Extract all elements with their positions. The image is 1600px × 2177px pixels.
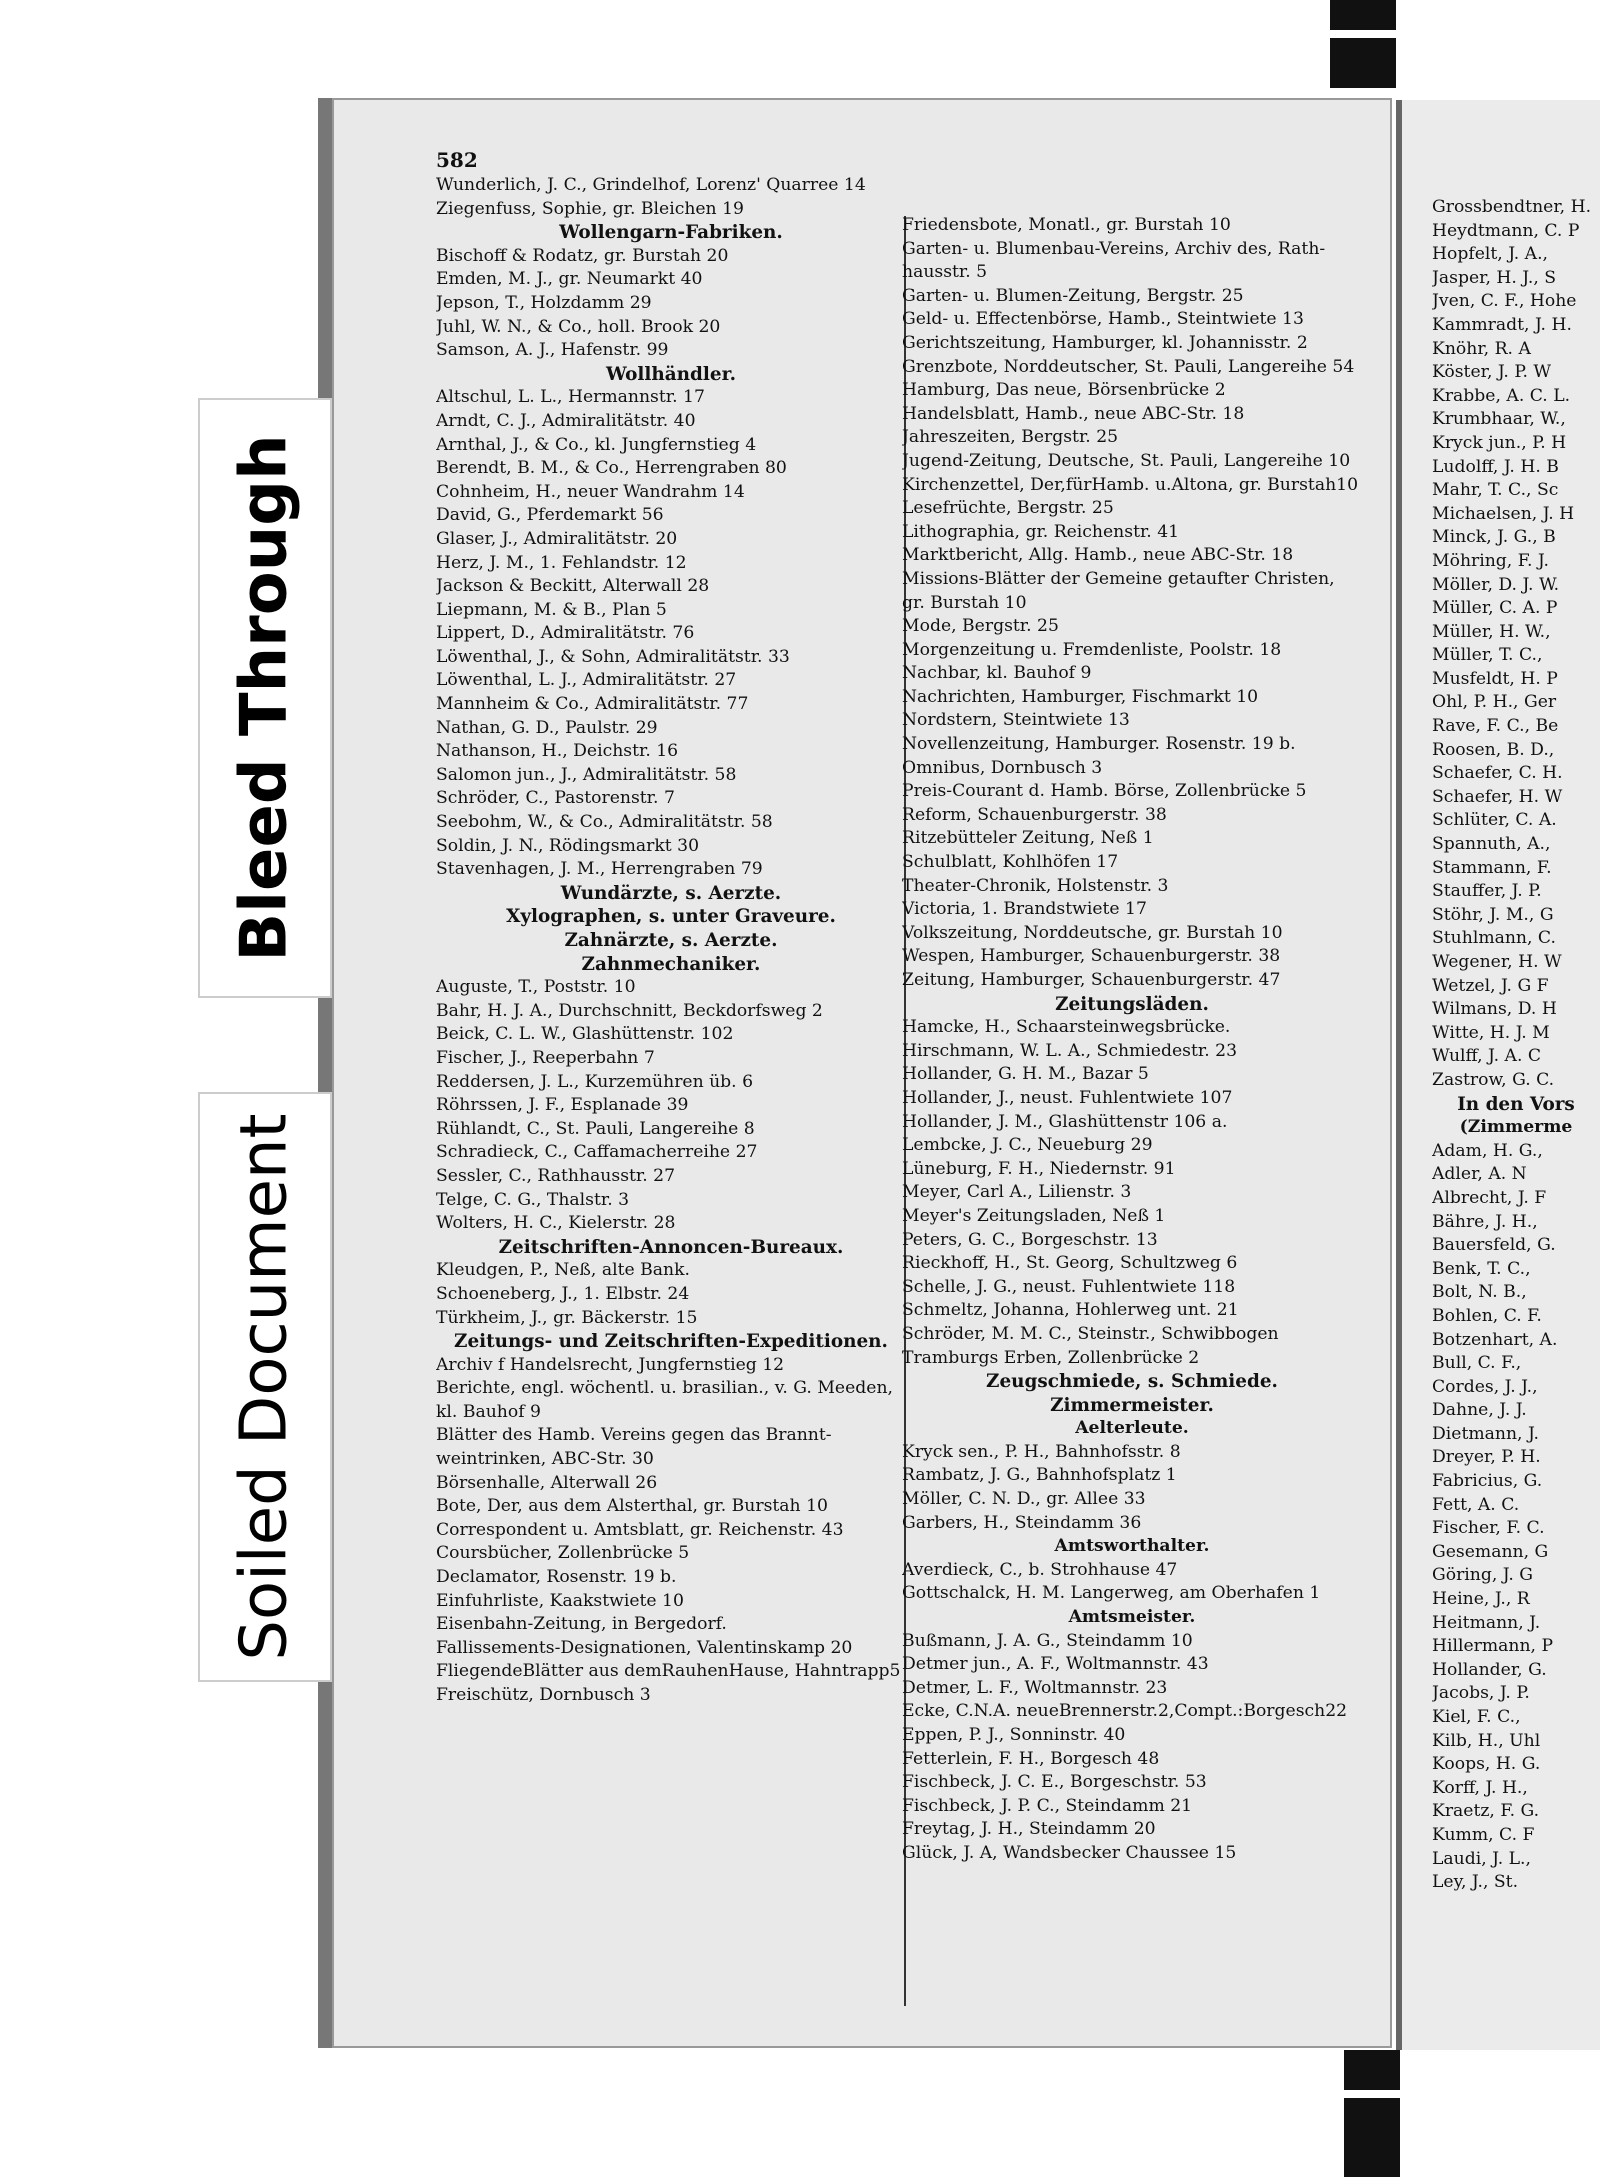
directory-entry: Hirschmann, W. L. A., Schmiedestr. 23	[902, 1040, 1238, 1061]
section-heading: Zeitschriften-Annoncen-Bureaux.	[498, 1236, 844, 1258]
section-heading: Zeitungs- und Zeitschriften-Expeditionen.	[454, 1331, 888, 1353]
directory-entry: Dahne, J. J.	[1432, 1400, 1527, 1421]
directory-entry: Wilmans, D. H	[1432, 999, 1557, 1020]
directory-entry: Müller, H. W.,	[1432, 621, 1551, 642]
directory-entry: Glaser, J., Admiralitätstr. 20	[436, 528, 678, 549]
directory-entry: Lippert, D., Admiralitätstr. 76	[436, 623, 695, 644]
directory-entry: Kilb, H., Uhl	[1432, 1730, 1541, 1751]
directory-entry: Salomon jun., J., Admiralitätstr. 58	[436, 764, 737, 785]
directory-entry: Benk, T. C.,	[1432, 1258, 1531, 1279]
directory-entry: Musfeldt, H. P	[1432, 668, 1558, 689]
directory-entry: Archiv f Handelsrecht, Jungfernstieg 12	[436, 1354, 785, 1375]
directory-entry: Heine, J., R	[1432, 1589, 1530, 1610]
directory-entry: Grossbendtner, H.	[1432, 197, 1592, 217]
directory-entry: Freischütz, Dornbusch 3	[436, 1685, 651, 1705]
section-heading: Wollengarn-Fabriken.	[559, 222, 783, 244]
directory-entry: hausstr. 5	[902, 262, 988, 283]
directory-entry: Wegener, H. W	[1432, 952, 1562, 972]
directory-entry: Schlüter, C. A.	[1432, 810, 1557, 831]
directory-entry: Witte, H. J. M	[1432, 1022, 1550, 1043]
directory-entry: Bähre, J. H.,	[1432, 1211, 1538, 1232]
directory-entry: Laudi, J. L.,	[1432, 1848, 1531, 1869]
directory-entry: Jasper, H. J., S	[1432, 267, 1557, 288]
directory-entry: Berendt, B. M., & Co., Herrengraben 80	[436, 458, 787, 479]
right-column	[902, 214, 1362, 1866]
directory-entry: Möller, C. N. D., gr. Allee 33	[902, 1489, 1146, 1510]
directory-entry: weintrinken, ABC-Str. 30	[436, 1449, 654, 1470]
directory-entry: Hollander, J., neust. Fuhlentwiete 107	[902, 1087, 1233, 1108]
directory-entry: Türkheim, J., gr. Bäckerstr. 15	[436, 1307, 698, 1328]
soiled-document-label	[198, 1092, 332, 1682]
directory-entry: Kleudgen, P., Neß, alte Bank.	[436, 1260, 690, 1281]
directory-entry: Fallissements-Designationen, Valentinskamp 20	[436, 1637, 853, 1658]
directory-entry: Preis-Courant d. Hamb. Börse, Zollenbrücke 5	[902, 781, 1307, 802]
directory-entry: Kiel, F. C.,	[1432, 1707, 1521, 1727]
directory-entry: Seebohm, W., & Co., Admiralitätstr. 58	[436, 812, 773, 833]
directory-entry: Stauffer, J. P.	[1432, 881, 1542, 902]
directory-entry: Fischer, F. C.	[1432, 1518, 1545, 1539]
directory-entry: Coursbücher, Zollenbrücke 5	[436, 1543, 690, 1564]
directory-entry: Detmer, L. F., Woltmannstr. 23	[902, 1677, 1168, 1698]
directory-entry: Fischer, J., Reeperbahn 7	[436, 1047, 655, 1068]
directory-entry: Blätter des Hamb. Vereins gegen das Brannt-	[436, 1425, 832, 1446]
directory-entry: Herz, J. M., 1. Fehlandstr. 12	[436, 552, 687, 573]
directory-entry: Eppen, P. J., Sonninstr. 40	[902, 1725, 1126, 1745]
directory-entry: Stöhr, J. M., G	[1432, 904, 1554, 925]
directory-entry: Volkszeitung, Norddeutsche, gr. Burstah 10	[902, 922, 1283, 943]
binding-strip-top	[1330, 0, 1396, 88]
directory-entry: Berichte, engl. wöchentl. u. brasilian., v. G. Meeden,	[436, 1378, 893, 1399]
directory-entry: Gottschalck, H. M. Langerweg, am Oberhafen 1	[902, 1583, 1321, 1604]
directory-entry: Meyer's Zeitungsladen, Neß 1	[902, 1205, 1166, 1226]
directory-entry: Hamcke, H., Schaarsteinwegsbrücke.	[902, 1017, 1231, 1038]
directory-entry: gr. Burstah 10	[902, 592, 1027, 613]
directory-entry: Fischbeck, J. P. C., Steindamm 21	[902, 1795, 1193, 1816]
directory-entry: Dietmann, J.	[1432, 1423, 1539, 1444]
directory-entry: Novellenzeitung, Hamburger. Rosenstr. 19 b.	[902, 734, 1296, 755]
directory-entry: Schröder, M. M. C., Steinstr., Schwibbogen	[902, 1323, 1279, 1344]
directory-entry: Beick, C. L. W., Glashüttenstr. 102	[436, 1024, 734, 1045]
directory-entry: Reddersen, J. L., Kurzemühren üb. 6	[436, 1071, 754, 1092]
directory-entry: Meyer, Carl A., Lilienstr. 3	[902, 1182, 1132, 1203]
directory-entry: Botzenhart, A.	[1432, 1329, 1558, 1350]
directory-entry: FliegendeBlätter aus demRauhenHause, Hahntrapp5	[436, 1661, 901, 1682]
binding-strip-bottom	[1344, 2050, 1400, 2177]
subsection-heading: (Zimmerme	[1459, 1117, 1573, 1138]
directory-entry: Peters, G. C., Borgeschstr. 13	[902, 1229, 1158, 1250]
directory-entry: Spannuth, A.,	[1432, 834, 1551, 855]
section-heading: Wollhändler.	[606, 363, 736, 385]
directory-entry: Bull, C. F.,	[1432, 1353, 1522, 1374]
directory-entry: Bote, Der, aus dem Alsterthal, gr. Burstah 10	[436, 1496, 828, 1517]
directory-entry: Hollander, J. M., Glashüttenstr 106 a.	[902, 1111, 1228, 1132]
directory-entry: Marktbericht, Allg. Hamb., neue ABC-Str. 18	[902, 545, 1294, 566]
directory-entry: Detmer jun., A. F., Woltmannstr. 43	[902, 1654, 1209, 1675]
directory-entry: Bahr, H. J. A., Durchschnitt, Beckdorfsweg 2	[436, 1000, 823, 1021]
directory-entry: Jven, C. F., Hohe	[1432, 291, 1577, 312]
directory-entry: Ziegenfuss, Sophie, gr. Bleichen 19	[436, 198, 744, 219]
directory-entry: Köster, J. P. W	[1432, 362, 1552, 383]
page-number: 582	[436, 148, 478, 172]
directory-entry: Fabricius, G.	[1432, 1471, 1543, 1492]
directory-entry: Juhl, W. N., & Co., holl. Brook 20	[436, 316, 721, 337]
directory-entry: Krumbhaar, W.,	[1432, 409, 1566, 430]
directory-entry: Wunderlich, J. C., Grindelhof, Lorenz' Quarree 14	[436, 175, 866, 195]
directory-entry: Bischoff & Rodatz, gr. Burstah 20	[436, 245, 729, 266]
directory-entry: Declamator, Rosenstr. 19 b.	[436, 1567, 677, 1588]
directory-entry: Sessler, C., Rathhausstr. 27	[436, 1165, 676, 1186]
directory-entry: Wolters, H. C., Kielerstr. 28	[436, 1213, 676, 1234]
directory-entry: Fetterlein, F. H., Borgesch 48	[902, 1748, 1160, 1769]
section-heading: Zahnärzte, s. Aerzte.	[564, 930, 778, 951]
directory-entry: Einfuhrliste, Kaakstwiete 10	[436, 1590, 684, 1611]
directory-entry: Rave, F. C., Be	[1432, 716, 1559, 737]
directory-entry: Michaelsen, J. H	[1432, 503, 1575, 524]
directory-entry: Emden, M. J., gr. Neumarkt 40	[436, 269, 703, 290]
section-heading: Xylographen, s. unter Graveure.	[506, 906, 836, 928]
directory-entry: Arnthal, J., & Co., kl. Jungfernstieg 4	[436, 434, 757, 455]
directory-entry: Geld- u. Effectenbörse, Hamb., Steintwiete 13	[902, 309, 1304, 330]
section-heading: Zimmermeister.	[1050, 1394, 1214, 1416]
directory-entry: Möller, D. J. W.	[1432, 574, 1560, 595]
directory-entry: Garbers, H., Steindamm 36	[902, 1512, 1142, 1533]
directory-entry: Korff, J. H.,	[1432, 1777, 1528, 1798]
directory-entry: Eisenbahn-Zeitung, in Bergedorf.	[436, 1614, 727, 1635]
directory-entry: Heitmann, J.	[1432, 1612, 1541, 1633]
directory-entry: Kraetz, F. G.	[1432, 1801, 1540, 1822]
directory-entry: Adam, H. G.,	[1432, 1140, 1543, 1161]
directory-entry: Krabbe, A. C. L.	[1432, 385, 1571, 406]
directory-entry: Jepson, T., Holzdamm 29	[436, 292, 652, 313]
directory-entry: Nachbar, kl. Bauhof 9	[902, 663, 1092, 684]
directory-entry: Stuhlmann, C.	[1432, 928, 1556, 949]
directory-entry: Friedensbote, Monatl., gr. Burstah 10	[902, 215, 1231, 235]
directory-entry: Bohlen, C. F.	[1432, 1305, 1542, 1326]
directory-entry: Hopfelt, J. A.,	[1432, 244, 1549, 265]
directory-entry: Morgenzeitung u. Fremdenliste, Poolstr. 18	[902, 639, 1282, 660]
directory-entry: Cohnheim, H., neuer Wandrahm 14	[436, 481, 745, 502]
directory-entry: Lüneburg, F. H., Niedernstr. 91	[902, 1158, 1176, 1179]
directory-entry: Arndt, C. J., Admiralitätstr. 40	[436, 410, 696, 431]
soiled-document-label-text: Soiled Document	[228, 1113, 302, 1661]
directory-entry: Schoeneberg, J., 1. Elbstr. 24	[436, 1283, 690, 1304]
directory-entry: Löwenthal, J., & Sohn, Admiralitätstr. 33	[436, 646, 790, 667]
directory-entry: Zeitung, Hamburger, Schauenburgerstr. 47	[902, 970, 1281, 990]
directory-entry: Kryck jun., P. H	[1432, 432, 1567, 453]
directory-entry: Averdieck, C., b. Strohhause 47	[902, 1559, 1178, 1580]
directory-entry: Ludolff, J. H. B	[1432, 456, 1559, 477]
directory-entry: Nathanson, H., Deichstr. 16	[436, 741, 679, 762]
directory-entry: Roosen, B. D.,	[1432, 739, 1555, 760]
directory-entry: Dreyer, P. H.	[1432, 1447, 1541, 1468]
directory-entry: Ritzebütteler Zeitung, Neß 1	[902, 828, 1154, 849]
directory-entry: Jacobs, J. P.	[1432, 1683, 1530, 1704]
left-column	[436, 174, 906, 1708]
directory-entry: Reform, Schauenburgerstr. 38	[902, 804, 1167, 825]
directory-entry: Koops, H. G.	[1432, 1754, 1541, 1775]
directory-entry: Missions-Blätter der Gemeine getaufter Christen,	[902, 568, 1335, 589]
directory-entry: Jahreszeiten, Bergstr. 25	[902, 427, 1119, 448]
directory-entry: Ohl, P. H., Ger	[1432, 692, 1557, 713]
directory-entry: Auguste, T., Poststr. 10	[436, 977, 636, 998]
directory-entry: Hillermann, P	[1432, 1636, 1554, 1657]
directory-entry: Handelsblatt, Hamb., neue ABC-Str. 18	[902, 403, 1245, 424]
directory-entry: Knöhr, R. A	[1432, 338, 1531, 359]
directory-entry: Hollander, G. H. M., Bazar 5	[902, 1064, 1149, 1085]
directory-entry: Minck, J. G., B	[1432, 527, 1556, 548]
binding-strip-top-gap	[1330, 30, 1396, 38]
section-heading: Zeugschmiede, s. Schmiede.	[986, 1371, 1278, 1393]
directory-entry: Theater-Chronik, Holstenstr. 3	[902, 875, 1169, 896]
directory-entry: Jugend-Zeitung, Deutsche, St. Pauli, Langereihe 10	[902, 450, 1351, 471]
directory-entry: Fett, A. C.	[1432, 1494, 1520, 1515]
directory-entry: Schröder, C., Pastorenstr. 7	[436, 788, 675, 809]
directory-entry: Wespen, Hamburger, Schauenburgerstr. 38	[902, 946, 1281, 967]
directory-entry: Rieckhoff, H., St. Georg, Schultzweg 6	[902, 1253, 1238, 1274]
directory-entry: Kirchenzettel, Der,fürHamb. u.Altona, gr. Burstah10	[902, 474, 1359, 495]
directory-entry: Rambatz, J. G., Bahnhofsplatz 1	[902, 1465, 1177, 1486]
directory-entry: Wulff, J. A. C	[1432, 1046, 1542, 1067]
directory-entry: Rühlandt, C., St. Pauli, Langereihe 8	[436, 1118, 755, 1139]
directory-entry: Nachrichten, Hamburger, Fischmarkt 10	[902, 686, 1259, 707]
section-heading: Wundärzte, s. Aerzte.	[560, 882, 782, 904]
directory-entry: Altschul, L. L., Hermannstr. 17	[436, 387, 705, 408]
directory-entry: Glück, J. A, Wandsbecker Chaussee 15	[902, 1842, 1237, 1863]
facing-column	[1432, 196, 1600, 1895]
directory-entry: Stammann, F.	[1432, 857, 1552, 878]
directory-entry: Ley, J., St.	[1432, 1872, 1519, 1893]
directory-entry: Garten- u. Blumenbau-Vereins, Archiv des, Rath-	[902, 238, 1326, 259]
directory-entry: Kammradt, J. H.	[1432, 314, 1572, 335]
directory-entry: Victoria, 1. Brandstwiete 17	[902, 899, 1147, 920]
directory-entry: Bolt, N. B.,	[1432, 1282, 1527, 1303]
bleed-through-label	[198, 398, 332, 998]
subsection-heading: Amtsmeister.	[1068, 1607, 1196, 1628]
subsection-heading: Amtsworthalter.	[1054, 1536, 1210, 1557]
binding-strip-bottom-gap	[1344, 2090, 1400, 2098]
directory-entry: Lembcke, J. C., Neueburg 29	[902, 1135, 1153, 1156]
directory-entry: Schulblatt, Kohlhöfen 17	[902, 852, 1119, 873]
directory-entry: Telge, C. G., Thalstr. 3	[436, 1189, 630, 1210]
subsection-heading: Aelterleute.	[1075, 1418, 1189, 1439]
directory-entry: Adler, A. N	[1432, 1164, 1527, 1185]
directory-entry: Stavenhagen, J. M., Herrengraben 79	[436, 859, 763, 880]
directory-entry: Fischbeck, J. C. E., Borgeschstr. 53	[902, 1772, 1207, 1793]
directory-entry: Zastrow, G. C.	[1432, 1069, 1555, 1090]
directory-entry: Schelle, J. G., neust. Fuhlentwiete 118	[902, 1276, 1236, 1297]
directory-entry: Hollander, G.	[1432, 1659, 1547, 1680]
directory-entry: Bauersfeld, G.	[1432, 1235, 1556, 1256]
directory-entry: Nathan, G. D., Paulstr. 29	[436, 717, 658, 738]
directory-entry: Göring, J. G	[1432, 1565, 1534, 1586]
directory-entry: Bußmann, J. A. G., Steindamm 10	[902, 1630, 1193, 1651]
directory-entry: Möhring, F. J.	[1432, 550, 1549, 571]
section-heading: Zeitungsläden.	[1055, 993, 1209, 1015]
directory-entry: Schradieck, C., Caffamacherreihe 27	[436, 1142, 758, 1163]
directory-entry: Röhrssen, J. F., Esplanade 39	[436, 1095, 689, 1116]
directory-entry: Samson, A. J., Hafenstr. 99	[436, 340, 669, 361]
directory-entry: Schaefer, C. H.	[1432, 763, 1563, 784]
directory-entry: Albrecht, J. F	[1432, 1187, 1547, 1208]
directory-entry: Mahr, T. C., Sc	[1432, 480, 1559, 501]
directory-entry: Grenzbote, Norddeutscher, St. Pauli, Langereihe 54	[902, 356, 1355, 377]
section-heading: In den Vors	[1457, 1093, 1575, 1115]
directory-entry: Freytag, J. H., Steindamm 20	[902, 1819, 1156, 1840]
section-heading: Zahnmechaniker.	[581, 953, 761, 975]
directory-entry: Liepmann, M. & B., Plan 5	[436, 599, 667, 620]
bleed-through-label-text: Bleed Through	[228, 434, 302, 962]
directory-entry: Jackson & Beckitt, Alterwall 28	[436, 576, 710, 597]
directory-entry: Heydtmann, C. P	[1432, 220, 1580, 241]
directory-entry: Correspondent u. Amtsblatt, gr. Reichenstr. 43	[436, 1519, 844, 1540]
directory-entry: Tramburgs Erben, Zollenbrücke 2	[902, 1347, 1200, 1368]
directory-entry: Omnibus, Dornbusch 3	[902, 757, 1103, 778]
directory-entry: Löwenthal, L. J., Admiralitätstr. 27	[436, 670, 737, 691]
directory-entry: Mode, Bergstr. 25	[902, 616, 1059, 637]
directory-entry: Kryck sen., P. H., Bahnhofsstr. 8	[902, 1441, 1181, 1462]
directory-entry: Hamburg, Das neue, Börsenbrücke 2	[902, 380, 1226, 401]
directory-entry: Mannheim & Co., Admiralitätstr. 77	[436, 694, 749, 715]
directory-entry: Garten- u. Blumen-Zeitung, Bergstr. 25	[902, 285, 1244, 306]
directory-entry: Nordstern, Steintwiete 13	[902, 710, 1130, 731]
directory-entry: Cordes, J. J.,	[1432, 1376, 1538, 1397]
directory-entry: Schaefer, H. W	[1432, 786, 1563, 807]
directory-entry: Kumm, C. F	[1432, 1824, 1535, 1845]
directory-entry: Ecke, C.N.A. neueBrennerstr.2,Compt.:Borgesch22	[902, 1701, 1348, 1722]
directory-entry: Müller, C. A. P	[1432, 598, 1558, 619]
directory-entry: Börsenhalle, Alterwall 26	[436, 1472, 658, 1493]
directory-entry: Soldin, J. N., Rödingsmarkt 30	[436, 835, 700, 856]
directory-entry: Gesemann, G	[1432, 1541, 1549, 1562]
directory-entry: Lithographia, gr. Reichenstr. 41	[902, 521, 1180, 542]
directory-entry: Schmeltz, Johanna, Hohlerweg unt. 21	[902, 1300, 1239, 1321]
directory-entry: David, G., Pferdemarkt 56	[436, 505, 664, 526]
directory-entry: Lesefrüchte, Bergstr. 25	[902, 498, 1114, 519]
directory-entry: Gerichtszeitung, Hamburger, kl. Johannisstr. 2	[902, 332, 1308, 353]
directory-entry: Müller, T. C.,	[1432, 645, 1543, 666]
directory-entry: Wetzel, J. G F	[1432, 975, 1549, 996]
directory-entry: kl. Bauhof 9	[436, 1401, 541, 1422]
